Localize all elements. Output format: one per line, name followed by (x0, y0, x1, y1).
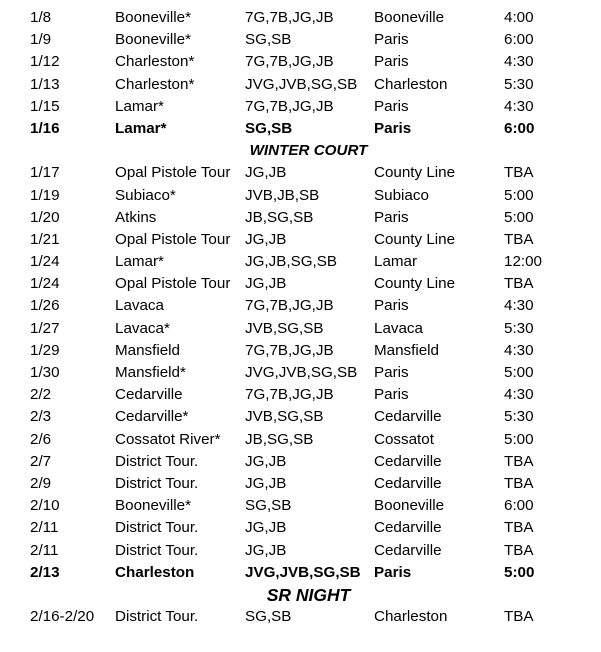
game-date: 1/13 (30, 75, 60, 93)
schedule-row (0, 495, 601, 517)
game-levels: SG,SB (245, 119, 293, 137)
game-time: 5:00 (504, 430, 534, 448)
schedule-row (0, 384, 601, 406)
game-opponent: Charleston* (115, 53, 195, 71)
game-opponent: Lavaca* (115, 319, 170, 337)
game-levels: SG,SB (245, 608, 292, 626)
schedule-row (0, 74, 601, 96)
schedule-row (0, 295, 601, 317)
game-location: Lavaca (374, 319, 423, 337)
game-opponent: Cedarville (115, 386, 183, 404)
game-opponent: Lamar* (115, 97, 164, 115)
game-opponent: Opal Pistole Tour (115, 164, 231, 182)
game-date: 1/17 (30, 164, 60, 182)
game-levels: JG,JB (245, 452, 287, 470)
schedule-row (0, 51, 601, 73)
game-location: Cossatot (374, 430, 434, 448)
game-opponent: Booneville* (115, 31, 191, 49)
game-opponent: Lamar* (115, 253, 164, 271)
game-opponent: Cedarville* (115, 408, 189, 426)
game-levels: JG,JB (245, 164, 287, 182)
game-date: 1/9 (30, 31, 52, 49)
game-location: Booneville (374, 9, 445, 26)
game-location: Charleston (374, 608, 448, 626)
game-levels: JG,JB (245, 541, 287, 559)
game-location: County Line (374, 275, 456, 293)
game-levels: JVG,JVB,SG,SB (245, 75, 358, 93)
game-location: Paris (374, 364, 409, 381)
game-time: 5:30 (504, 75, 534, 93)
game-location: Cedarville (374, 519, 442, 537)
game-location: Paris (374, 53, 409, 71)
schedule-row (0, 185, 601, 207)
game-opponent: District Tour. (115, 452, 199, 470)
game-levels: SG,SB (245, 31, 292, 49)
game-time: 4:00 (504, 9, 534, 26)
section-heading (0, 140, 601, 162)
schedule-row (0, 251, 601, 273)
game-opponent: Charleston (115, 563, 195, 581)
schedule-row (0, 207, 601, 229)
game-time: 4:30 (504, 297, 534, 315)
game-opponent: District Tour. (115, 474, 199, 492)
game-location: Paris (374, 119, 412, 137)
game-date: 2/11 (30, 519, 59, 537)
game-levels: JVB,JB,SB (245, 186, 320, 204)
game-time: TBA (504, 519, 534, 537)
game-location: County Line (374, 230, 456, 248)
game-location: Paris (374, 563, 412, 581)
game-location: Paris (374, 31, 409, 49)
game-time: 4:30 (504, 341, 534, 359)
schedule-row (0, 273, 601, 295)
game-location: Cedarville (374, 408, 442, 426)
game-levels: JB,SG,SB (245, 430, 314, 448)
game-levels: JVB,SG,SB (245, 319, 324, 337)
game-time: TBA (504, 164, 534, 182)
game-date: 1/30 (30, 364, 60, 381)
game-time: 5:00 (504, 208, 534, 226)
game-location: Paris (374, 208, 409, 226)
game-date: 1/12 (30, 53, 60, 71)
schedule-row (0, 562, 601, 584)
game-date: 1/8 (30, 9, 52, 26)
game-levels: 7G,7B,JG,JB (245, 386, 334, 404)
game-levels: SG,SB (245, 497, 292, 515)
schedule-row (0, 318, 601, 340)
schedule-row (0, 229, 601, 251)
game-date: 1/20 (30, 208, 60, 226)
game-time: 5:30 (504, 319, 534, 337)
game-date: 2/11 (30, 541, 59, 559)
game-time: 6:00 (504, 119, 535, 137)
game-opponent: Opal Pistole Tour (115, 230, 231, 248)
game-opponent: Charleston* (115, 75, 195, 93)
section-heading (0, 584, 601, 606)
game-time: TBA (504, 275, 534, 293)
game-location: Paris (374, 97, 409, 115)
game-time: TBA (504, 452, 534, 470)
game-time: 4:30 (504, 53, 534, 71)
game-levels: 7G,7B,JG,JB (245, 297, 334, 315)
game-levels: JG,JB (245, 275, 287, 293)
game-date: 1/24 (30, 253, 60, 271)
game-levels: JG,JB,SG,SB (245, 253, 337, 271)
schedule-table (0, 7, 601, 628)
schedule-row (0, 96, 601, 118)
game-location: County Line (374, 164, 456, 182)
game-time: TBA (504, 230, 534, 248)
game-date: 1/16 (30, 119, 60, 137)
game-date: 1/19 (30, 186, 60, 204)
schedule-row (0, 118, 601, 140)
game-levels: JG,JB (245, 230, 287, 248)
game-location: Paris (374, 297, 409, 315)
game-date: 1/29 (30, 341, 60, 359)
schedule-row (0, 162, 601, 184)
game-location: Mansfield (374, 341, 439, 359)
game-levels: JB,SG,SB (245, 208, 314, 226)
game-time: TBA (504, 474, 534, 492)
game-time: TBA (504, 541, 534, 559)
game-opponent: Booneville* (115, 497, 191, 515)
game-levels: 7G,7B,JG,JB (245, 97, 334, 115)
game-location: Cedarville (374, 541, 442, 559)
game-location: Cedarville (374, 474, 442, 492)
game-levels: JVG,JVB,SG,SB (245, 563, 361, 581)
schedule-row (0, 540, 601, 562)
game-date: 1/15 (30, 97, 60, 115)
game-opponent: District Tour. (115, 519, 199, 537)
schedule-row (0, 7, 601, 29)
game-location: Paris (374, 386, 409, 404)
game-time: 5:30 (504, 408, 534, 426)
game-location: Lamar (374, 253, 418, 271)
game-opponent: District Tour. (115, 608, 199, 626)
game-date: 1/26 (30, 297, 60, 315)
schedule-row (0, 517, 601, 539)
game-date: 2/6 (30, 430, 52, 448)
game-date: 2/13 (30, 563, 60, 581)
game-levels: JVB,SG,SB (245, 408, 324, 426)
game-levels: JG,JB (245, 474, 287, 492)
game-date: 1/27 (30, 319, 60, 337)
schedule-row (0, 429, 601, 451)
game-time: 5:00 (504, 364, 534, 381)
game-time: 6:00 (504, 31, 534, 49)
schedule-row (0, 473, 601, 495)
game-levels: JVG,JVB,SG,SB (245, 364, 358, 381)
game-date: 2/2 (30, 386, 52, 404)
game-location: Booneville (374, 497, 445, 515)
schedule-row (0, 340, 601, 362)
game-date: 2/16-2/20 (30, 608, 95, 626)
game-date: 1/21 (30, 230, 60, 248)
schedule-row (0, 606, 601, 628)
game-location: Charleston (374, 75, 448, 93)
game-levels: 7G,7B,JG,JB (245, 9, 334, 26)
game-time: TBA (504, 608, 534, 626)
game-opponent: District Tour. (115, 541, 199, 559)
game-opponent: Booneville* (115, 9, 191, 26)
game-levels: 7G,7B,JG,JB (245, 341, 334, 359)
game-location: Subiaco (374, 186, 429, 204)
game-time: 12:00 (504, 253, 543, 271)
game-opponent: Mansfield* (115, 364, 186, 381)
game-date: 2/10 (30, 497, 60, 515)
game-date: 2/7 (30, 452, 52, 470)
game-date: 2/3 (30, 408, 52, 426)
game-opponent: Cossatot River* (115, 430, 221, 448)
game-levels: JG,JB (245, 519, 287, 537)
game-time: 4:30 (504, 97, 534, 115)
schedule-row (0, 362, 601, 384)
schedule-row (0, 451, 601, 473)
game-time: 4:30 (504, 386, 534, 404)
game-opponent: Opal Pistole Tour (115, 275, 231, 293)
game-opponent: Atkins (115, 208, 157, 226)
game-date: 1/24 (30, 275, 60, 293)
section-heading-text: SR NIGHT (266, 584, 351, 605)
game-opponent: Lavaca (115, 297, 164, 315)
schedule-row (0, 29, 601, 51)
section-heading-text: WINTER COURT (249, 142, 368, 160)
game-opponent: Subiaco* (115, 186, 176, 204)
game-date: 2/9 (30, 474, 52, 492)
game-time: 5:00 (504, 186, 534, 204)
schedule-row (0, 406, 601, 428)
game-opponent: Mansfield (115, 341, 180, 359)
game-location: Cedarville (374, 452, 442, 470)
game-opponent: Lamar* (115, 119, 167, 137)
game-time: 6:00 (504, 497, 534, 515)
game-levels: 7G,7B,JG,JB (245, 53, 334, 71)
game-time: 5:00 (504, 563, 535, 581)
